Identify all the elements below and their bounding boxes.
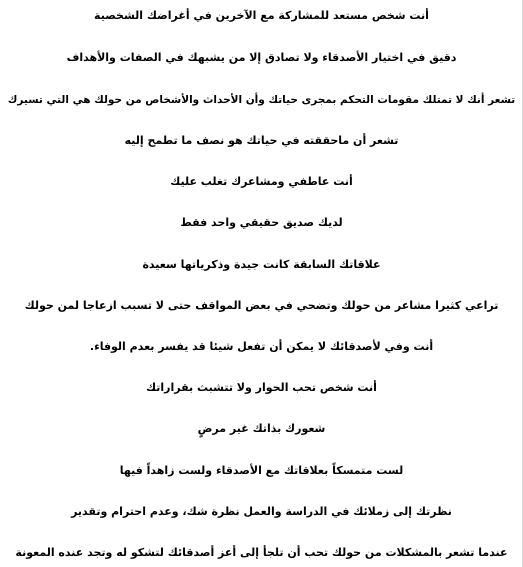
statement-line-8: تراعي كثيرا مشاعر من حولك وتضحي في بعض المواقف حتى لا تسبب ازعاجا لمن حولك bbox=[24, 299, 499, 312]
statement-line-5: أنت عاطفي ومشاعرك تغلب عليك bbox=[170, 175, 353, 188]
statement-line-9: أنت وفي لأصدقائك لا يمكن أن تفعل شيئا قد يفسر بعدم الوفاء. bbox=[89, 340, 434, 353]
statement-line-10: أنت شخص تحب الحوار ولا تتشبث بقراراتك bbox=[146, 381, 377, 394]
statement-line-6: لديك صديق حقيقي واحد فقط bbox=[180, 216, 343, 229]
statement-line-2: دقيق في اختيار الأصدقاء ولا تصادق إلا من يشبهك في الصفات والأهداف bbox=[66, 51, 457, 64]
statement-line-3: تشعر أنك لا تمتلك مقومات التحكم بمجرى حياتك وأن الأحداث والأشخاص من حولك هي التي تسيرك bbox=[7, 94, 516, 106]
statement-line-14: عندما تشعر بالمشكلات من حولك تحب أن تلجأ إلى أعز أصدقائك لتشكو له وتجد عنده المعونة bbox=[15, 546, 508, 559]
statement-line-11: شعورك بذاتك غير مرضٍ bbox=[197, 422, 326, 435]
statement-line-4: تشعر أن ماحققته في حياتك هو نصف ما تطمح إليه bbox=[124, 134, 399, 147]
statement-line-1: أنت شخص مستعد للمشاركة مع الآخرين في أغراضك الشخصية bbox=[94, 9, 429, 22]
statement-line-7: علاقاتك السابقة كانت جيدة وذكرياتها سعيدة bbox=[142, 258, 381, 271]
statement-line-12: لست متمسكاً بعلاقاتك مع الأصدقاء ولست زاهداً فيها bbox=[119, 464, 404, 477]
statement-line-13: نظرتك إلى زملائك في الدراسة والعمل نظرة شك، وعدم احترام وتقدير bbox=[71, 505, 452, 518]
